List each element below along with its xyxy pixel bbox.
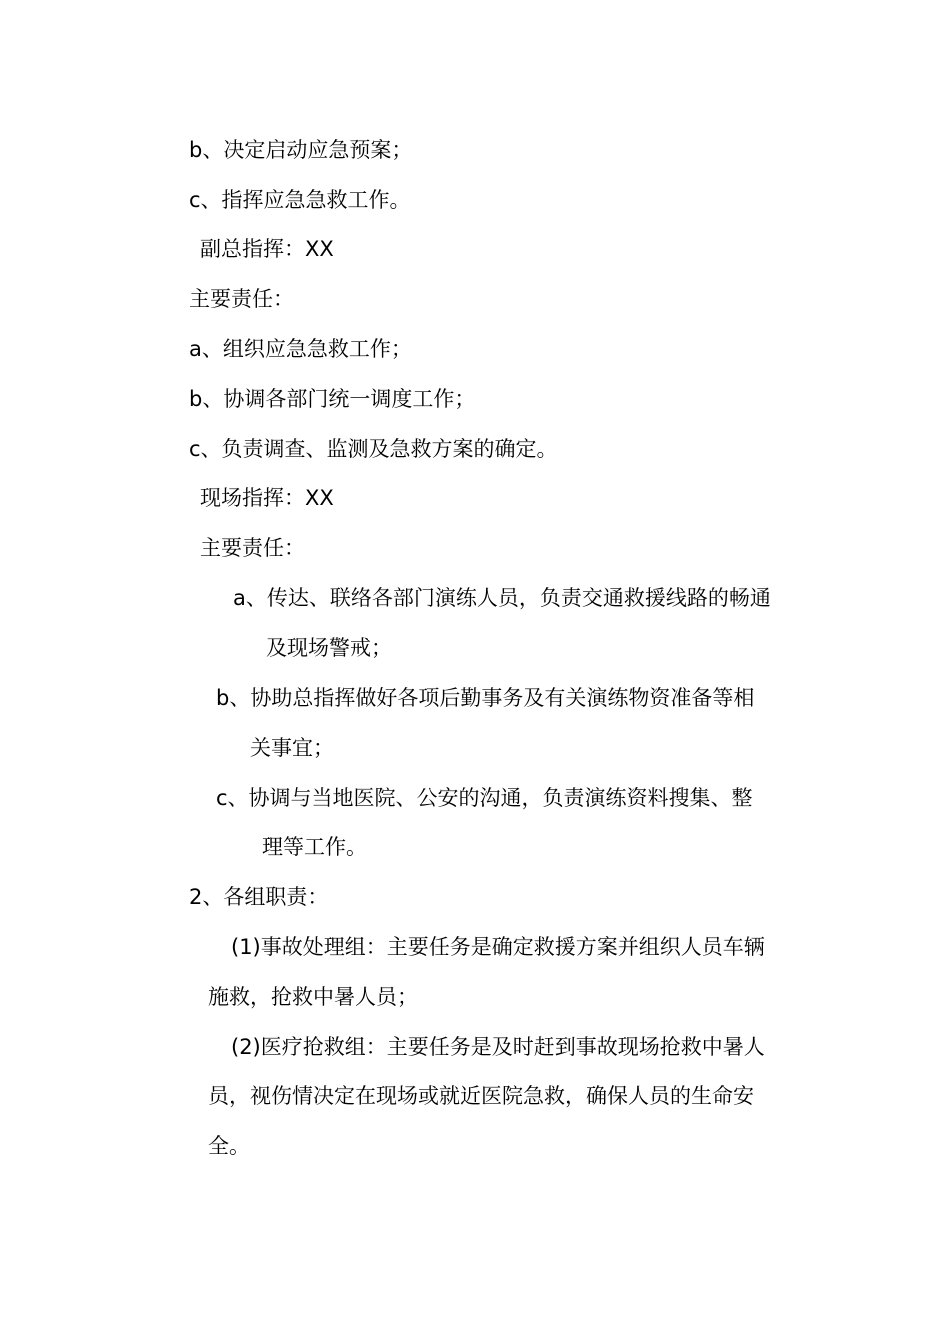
text-line: c、负责调查、监测及急救方案的确定。 [189, 437, 558, 461]
text-line: (1)事故处理组：主要任务是确定救援方案并组织人员车辆 [231, 935, 765, 959]
text-line: 及现场警戒； [266, 636, 392, 660]
text-line: a、组织应急急救工作； [189, 337, 412, 361]
text-line: c、协调与当地医院、公安的沟通，负责演练资料搜集、整 [216, 786, 753, 810]
text-line: 现场指挥：XX [200, 486, 334, 510]
text-line: 施救，抢救中暑人员； [208, 985, 418, 1009]
text-line: b、协助总指挥做好各项后勤事务及有关演练物资准备等相 [216, 686, 755, 710]
text-line: 关事宜； [250, 736, 334, 760]
text-line: c、指挥应急急救工作。 [189, 188, 411, 212]
text-line: a、传达、联络各部门演练人员，负责交通救援线路的畅通 [233, 586, 771, 610]
text-line: (2)医疗抢救组：主要任务是及时赶到事故现场抢救中暑人 [231, 1035, 765, 1059]
text-line: 主要责任： [200, 536, 305, 560]
text-line: 2、各组职责： [189, 885, 329, 909]
text-line: 副总指挥：XX [200, 237, 334, 261]
text-line: b、协调各部门统一调度工作； [189, 387, 476, 411]
text-line: 主要责任： [189, 287, 294, 311]
text-line: 员，视伤情决定在现场或就近医院急救，确保人员的生命安 [208, 1084, 754, 1108]
text-line: b、决定启动应急预案； [189, 138, 413, 162]
text-line: 理等工作。 [262, 835, 367, 859]
text-line: 全。 [208, 1134, 250, 1158]
